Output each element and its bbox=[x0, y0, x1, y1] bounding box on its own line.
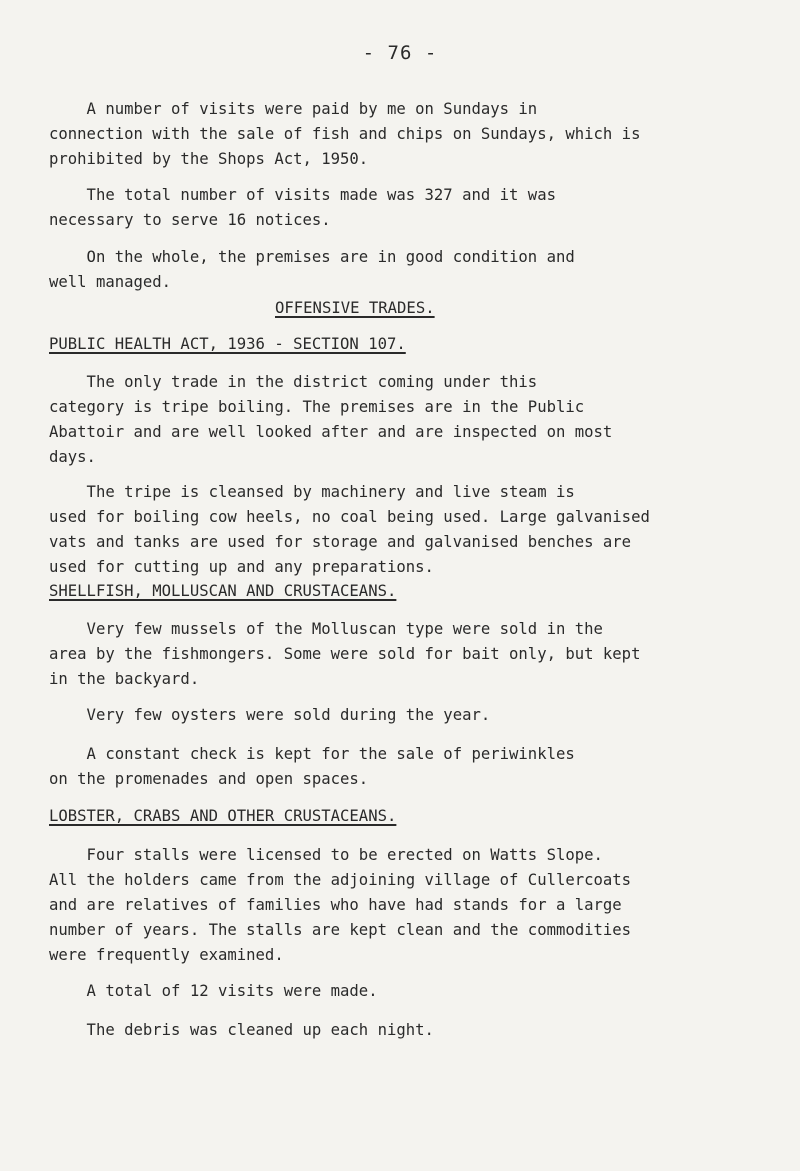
paragraph-mussels: Very few mussels of the Molluscan type were sold in the area by the fishmongers. Some were sold for bait only, but kept in the backyard. bbox=[49, 620, 641, 688]
page-number: - 76 - bbox=[362, 42, 438, 64]
paragraph-tripe-cleansing: The tripe is cleansed by machinery and live steam is used for boiling cow heels, no coal being used. Large galvanised vats and tanks are used for storage and galvanised benches are used for cutting up and any preparations. bbox=[49, 483, 650, 576]
paragraph-premises-condition: On the whole, the premises are in good condition and well managed. bbox=[49, 248, 575, 291]
paragraph-sunday-visits: A number of visits were paid by me on Sundays in connection with the sale of fish and chips on Sundays, which is prohibited by the Shops Act, 1950. bbox=[49, 100, 641, 168]
heading-lobster-crabs: LOBSTER, CRABS AND OTHER CRUSTACEANS. bbox=[49, 807, 397, 825]
heading-shellfish: SHELLFISH, MOLLUSCAN AND CRUSTACEANS. bbox=[49, 582, 397, 600]
paragraph-periwinkles: A constant check is kept for the sale of periwinkles on the promenades and open spaces. bbox=[49, 745, 575, 788]
heading-offensive-trades: OFFENSIVE TRADES. bbox=[275, 299, 435, 317]
paragraph-debris: The debris was cleaned up each night. bbox=[49, 1021, 434, 1039]
paragraph-total-visits: The total number of visits made was 327 and it was necessary to serve 16 notices. bbox=[49, 186, 556, 229]
heading-public-health-act: PUBLIC HEALTH ACT, 1936 - SECTION 107. bbox=[49, 335, 406, 353]
paragraph-total-visits-made: A total of 12 visits were made. bbox=[49, 982, 378, 1000]
paragraph-tripe-boiling: The only trade in the district coming under this category is tripe boiling. The premises are in the Public Abattoir and are well looked after and are inspected on most days. bbox=[49, 373, 613, 466]
paragraph-oysters: Very few oysters were sold during the year. bbox=[49, 706, 491, 724]
paragraph-stalls: Four stalls were licensed to be erected on Watts Slope. All the holders came from the adjoining village of Cullercoats and are relatives of families who have had stands for a large number of years. The stalls are kept clean and the commodities were frequently examined. bbox=[49, 846, 632, 964]
